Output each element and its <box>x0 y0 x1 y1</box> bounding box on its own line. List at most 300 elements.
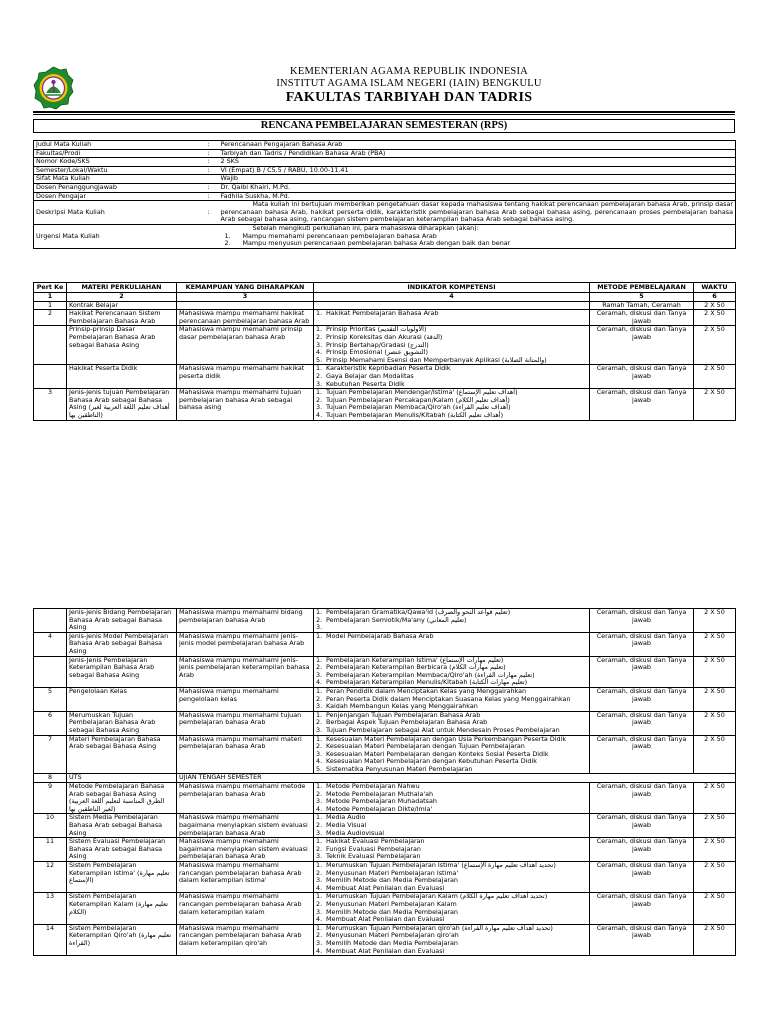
kemampuan-cell: Mahasiswa mampu memahami bagaimana menyiapkan sistem evaluasi pembelajaran bahasa Arab <box>177 814 314 838</box>
waktu-cell: 2 X 50 <box>694 609 736 633</box>
kemampuan-cell: Mahasiswa mampu memahami pengelolaan kelas <box>177 687 314 711</box>
pert-ke-cell: 10 <box>34 814 67 838</box>
indikator-text: Kesesuaian Materi Pembelajaran dengan Usia Perkembangan Peserta Didik <box>326 734 567 743</box>
info-row <box>34 141 736 150</box>
letterhead <box>33 66 735 114</box>
pert-ke-cell: 8 <box>34 774 67 783</box>
indikator-text: Teknik Evaluasi Pembelajaran <box>326 852 421 861</box>
info-colon <box>199 224 219 248</box>
indikator-number: 1. <box>316 734 323 743</box>
table-row <box>34 838 736 862</box>
indikator-text: Menyusunan Materi Pembelajaran Istima' <box>326 868 459 877</box>
table-header-row <box>34 283 736 293</box>
indikator-text: Metode Pembelajaran Muhadatsah <box>326 797 437 806</box>
kemampuan-cell: Mahasiswa mampu memahami jenis-jenis model pembelajaran bahasa Arab <box>177 632 314 656</box>
indikator-number: 2. <box>316 789 323 798</box>
kemampuan-cell: Mahasiswa mampu memahami metode pembelajaran bahasa Arab <box>177 783 314 814</box>
indikator-cell <box>314 838 590 862</box>
pert-ke-cell: 1 <box>34 301 67 310</box>
metode-cell: Ceramah, diskusi dan Tanya jawab <box>590 609 694 633</box>
pert-ke-cell: 5 <box>34 687 67 711</box>
materi-cell: Hakikat Perencanaan Sistem Pembelajaran Bahasa Arab <box>67 310 177 326</box>
kemampuan-cell: Mahasiswa mampu memahami rancangan pembelajaran bahasa Arab dalam keterampilan Istima' <box>177 862 314 893</box>
indikator-item <box>316 703 587 711</box>
pert-ke-cell <box>34 365 67 389</box>
indikator-number: 1. <box>316 325 323 334</box>
indikator-text: Memilih Metode dan Media Pembelajaran <box>326 876 458 885</box>
waktu-cell: 2 X 50 <box>694 893 736 924</box>
indikator-item <box>316 853 587 861</box>
pert-ke-cell: 14 <box>34 924 67 955</box>
indikator-item <box>316 412 587 420</box>
indikator-text: Tujuan Pembelajaran Mendengar/Istima' (أهداف تعليم الإستماع) <box>326 388 518 397</box>
metode-cell: Ceramah, diskusi dan Tanya jawab <box>590 632 694 656</box>
indikator-number: 2. <box>316 395 323 404</box>
metode-cell: Ceramah, diskusi dan Tanya jawab <box>590 838 694 862</box>
course-description: Mata kuliah ini bertujuan memberikan pengetahuan dasar kepada mahasiswa tentang hakikat perencanaan pembelajaran bahasa Arab, prinsip dasar perencanaan bahasa Arab, hakikat perserta didik, karakteristik pembelajaran bahasa Arab sebagai bahasa asing, perencanaan proses pembelajaran bahasa Arab sebagai bahasa asing, rancangan sistem pembelajaran keterampilan bahasa Arab sebagai bahasa asing. <box>220 200 733 224</box>
indikator-text: Model Pembelajarab Bahasa Arab <box>326 631 434 640</box>
indikator-number: 3. <box>316 828 323 837</box>
waktu-cell: 2 X 50 <box>694 862 736 893</box>
indikator-text: Menyusunan Materi Pembelajaran qiro'ah <box>326 931 459 940</box>
pert-ke-cell: 2 <box>34 310 67 326</box>
kemampuan-cell: Mahasiswa mampu memahami materi pembelajaran bahasa Arab <box>177 735 314 774</box>
materi-cell: Merumuskan Tujuan Pembelajaran Bahasa Arab sebagai Bahasa Asing <box>67 711 177 735</box>
table-row <box>34 924 736 955</box>
metode-cell: Ceramah, diskusi dan Tanya jawab <box>590 326 694 365</box>
info-row-deskripsi <box>34 201 736 225</box>
indikator-number: 1. <box>316 309 323 318</box>
info-colon: : <box>199 141 219 150</box>
indikator-number: 4. <box>316 348 323 357</box>
indikator-number: 1. <box>316 608 323 616</box>
indikator-cell <box>314 365 590 389</box>
info-row <box>34 158 736 167</box>
pert-ke-cell: 9 <box>34 783 67 814</box>
waktu-cell: 2 X 50 <box>694 326 736 365</box>
indikator-number: 3. <box>316 876 323 885</box>
indikator-number: 2. <box>316 742 323 751</box>
info-value: 2 SKS <box>219 158 736 167</box>
indikator-text: Prinsip Memahami Esensi dan Memperbanyak Aplikasi (والمتانة الصلابة) <box>326 355 547 364</box>
indikator-number: 3. <box>316 340 323 349</box>
info-value: Perencanaan Pengajaran Bahasa Arab <box>219 141 736 150</box>
info-row <box>34 175 736 184</box>
indikator-number: 2. <box>316 371 323 380</box>
indikator-item <box>316 381 587 389</box>
info-colon: : <box>199 149 219 158</box>
pert-ke-cell <box>34 326 67 365</box>
kemampuan-cell: Mahasiswa mampu memahami hakikat perencanaan pembelajaran bahasa Arab <box>177 310 314 326</box>
materi-cell: Sistem Evaluasi Pembelajaran Bahasa Arab sebagai Bahasa Asing <box>67 838 177 862</box>
pert-ke-cell: 13 <box>34 893 67 924</box>
indikator-text: Memilih Metode dan Media Pembelajaran <box>326 938 458 947</box>
ministry-name: KEMENTERIAN AGAMA REPUBLIK INDONESIA <box>290 66 528 77</box>
indikator-number: 2. <box>316 931 323 940</box>
info-value <box>219 224 736 248</box>
materi-cell: Sistem Pembelajaran Keterampilan Istima' (تعليم مهارة الإستماع) <box>67 862 177 893</box>
indikator-number: 2. <box>316 899 323 908</box>
materi-cell: UTS <box>67 774 177 783</box>
indikator-cell <box>314 632 590 656</box>
indikator-number: 1. <box>316 813 323 822</box>
indikator-text: Metode Pembelajaran Muthala'ah <box>326 789 434 798</box>
indikator-number: 5. <box>316 355 323 364</box>
indikator-number: 2. <box>316 821 323 830</box>
indikator-item <box>316 766 587 774</box>
indikator-number: 3. <box>316 670 323 679</box>
materi-cell: Prinsip-prinsip Dasar Pembelajaran Bahasa Arab sebagai Bahasa Asing <box>67 326 177 365</box>
indikator-text: Metode Pembelajaran Nahwu <box>326 782 420 791</box>
metode-cell: Ceramah, diskusi dan Tanya jawab <box>590 814 694 838</box>
header-rule-thin <box>33 114 735 115</box>
indikator-number: 4. <box>316 946 323 955</box>
table-row <box>34 814 736 838</box>
indikator-number: 3. <box>316 725 323 734</box>
info-colon: : <box>199 183 219 192</box>
waktu-cell: 2 X 50 <box>694 838 736 862</box>
indikator-item <box>316 727 587 735</box>
indikator-number: 3. <box>316 907 323 916</box>
info-label: Deskripsi Mata Kuliah <box>34 201 199 225</box>
indikator-text: Pembelajaran Keterampilan Berbicara (تعليم مهارات الكلام) <box>326 663 506 672</box>
info-row <box>34 149 736 158</box>
indikator-text: Prinsip Bertahap/Gradasi (التدرج) <box>326 340 429 349</box>
metode-cell: Ceramah, diskusi dan Tanya jawab <box>590 310 694 326</box>
col-number: 5 <box>590 292 694 301</box>
table-row <box>34 893 736 924</box>
indikator-number: 3. <box>316 749 323 758</box>
metode-cell: Ceramah, diskusi dan Tanya jawab <box>590 389 694 420</box>
kemampuan-cell: Mahasiswa mampu memahami prinsip dasar pembelajaran bahasa Arab <box>177 326 314 365</box>
indikator-cell <box>314 656 590 687</box>
indikator-text: Membuat Alat Penilaian dan Evaluasi <box>326 915 445 924</box>
indikator-cell <box>314 924 590 955</box>
waktu-cell: 2 X 50 <box>694 687 736 711</box>
indikator-cell <box>314 326 590 365</box>
indikator-text: Merumuskan Tujuan Pembelajaran qiro'ah (تحديد أهداف تعليم مهارة القراءة) <box>326 923 553 932</box>
indikator-cell <box>314 711 590 735</box>
kemampuan-cell: Mahasiswa mampu memahami hakikat peserta didik <box>177 365 314 389</box>
materi-cell: Pengelolaan Kelas <box>67 687 177 711</box>
materi-cell: Jenis-jenis Model Pembelajaran Bahasa Arab sebagai Bahasa Asing <box>67 632 177 656</box>
waktu-cell: 2 X 50 <box>694 656 736 687</box>
indikator-number: 3. <box>316 938 323 947</box>
indikator-number: 4. <box>316 678 323 687</box>
indikator-text: Membuat Alat Penilaian dan Evaluasi <box>326 883 445 892</box>
materi-cell: Jenis-jenis Bidang Pembelajaran Bahasa Arab sebagai Bahasa Asing <box>67 609 177 633</box>
indikator-item <box>316 948 587 956</box>
indikator-text: Kesesuaian Materi Pembelajaran dengan Kebutuhan Peserta Didik <box>326 757 537 766</box>
indikator-number: 2. <box>316 868 323 877</box>
table-row <box>34 711 736 735</box>
indikator-item <box>316 830 587 838</box>
indikator-text: Prinsip Prioritas (الأولويات التقديم) <box>326 325 427 334</box>
pert-ke-cell: 7 <box>34 735 67 774</box>
indikator-number: 1. <box>316 861 323 869</box>
table-row <box>34 687 736 711</box>
table-row <box>34 326 736 365</box>
kemampuan-cell: Mahasiswa mampu memahami rancangan pembelajaran bahasa Arab dalam keterampilan kalam <box>177 893 314 924</box>
indikator-text: Memilih Metode dan Media Pembelajaran <box>326 907 458 916</box>
waktu-cell: 2 X 50 <box>694 310 736 326</box>
pert-ke-cell: 4 <box>34 632 67 656</box>
indikator-number: 5. <box>316 764 323 773</box>
indikator-item <box>316 617 587 625</box>
indikator-number: 3. <box>316 623 323 632</box>
indikator-item <box>316 624 587 632</box>
indikator-item <box>316 806 587 814</box>
info-row <box>34 183 736 192</box>
pert-ke-cell: 12 <box>34 862 67 893</box>
metode-cell: Ceramah, diskusi dan Tanya jawab <box>590 656 694 687</box>
pert-ke-cell: 3 <box>34 389 67 420</box>
waktu-cell: 2 X 50 <box>694 632 736 656</box>
indikator-item <box>316 916 587 924</box>
waktu-cell: 2 X 50 <box>694 365 736 389</box>
kemampuan-cell: Mahasiswa mampu memahami bagaimana menyiapkan sistem evaluasi pembelajaran bahasa Arab <box>177 838 314 862</box>
waktu-cell: 2 X 50 <box>694 711 736 735</box>
indikator-number: 2. <box>316 718 323 727</box>
indikator-number: 3. <box>316 403 323 412</box>
waktu-cell: 2 X 50 <box>694 301 736 310</box>
materi-cell: Jenis-Jenis Pembelajaran Keterampilan Bahasa Arab sebagai Bahasa Asing <box>67 656 177 687</box>
table-row <box>34 609 736 633</box>
iain-logo-icon <box>33 66 74 110</box>
indikator-text: Pembelajaran Keterampilan Membaca/Qiro'ah (تعليم مهارات القراءة) <box>326 670 535 679</box>
indikator-number: 2. <box>316 844 323 853</box>
info-label: Dosen Pengajar <box>34 192 199 201</box>
indikator-number: 3. <box>316 379 323 388</box>
indikator-text: Tujuan Pembelajaran Membaca/Qiro'ah (أهداف تعليم القراءة) <box>326 403 511 412</box>
letterhead-text <box>83 66 735 106</box>
waktu-cell: 2 X 50 <box>694 814 736 838</box>
table-row <box>34 310 736 326</box>
table-row <box>34 656 736 687</box>
info-label: Fakultas/Prodi <box>34 149 199 158</box>
indikator-text: Tujuan Pembelajaran sebagai Alat untuk Mendesain Proses Pembelajaran <box>326 725 560 734</box>
indikator-item <box>316 357 587 365</box>
indikator-number: 4. <box>316 410 323 419</box>
institute-name: INSTITUT AGAMA ISLAM NEGERI (IAIN) BENGKULU <box>276 78 542 89</box>
info-row <box>34 166 736 175</box>
urgensi-intro: Setelah mengikuti perkuliahan ini, para mahasiswa diharapkan (akan): <box>252 223 479 232</box>
indikator-cell <box>314 310 590 326</box>
indikator-text: Hakikat Pembelajaran Bahasa Arab <box>326 309 439 318</box>
info-value: Dr. Qaibi Khairi, M.Pd. <box>219 183 736 192</box>
indikator-number: 1. <box>316 923 323 932</box>
table-row <box>34 735 736 774</box>
column-number-row <box>34 292 736 301</box>
indikator-cell <box>314 735 590 774</box>
waktu-cell: 2 X 50 <box>694 389 736 420</box>
indikator-number: 1. <box>316 892 323 901</box>
info-colon: : <box>199 158 219 167</box>
indikator-text: Sistematika Penyusunan Materi Pembelajaran <box>326 764 473 773</box>
header-indikator: INDIKATOR KOMPETENSI <box>314 283 590 293</box>
info-value: Wajib <box>219 175 736 184</box>
header-pert-ke: Pert Ke <box>34 283 67 293</box>
indikator-number: 2. <box>316 615 323 624</box>
metode-cell: Ceramah, diskusi dan Tanya jawab <box>590 924 694 955</box>
indikator-number: 2. <box>316 663 323 672</box>
indikator-text: Peran Pendidik dalam Menciptakan Kelas yang Menggairahkan <box>326 686 527 695</box>
info-row-urgensi <box>34 224 736 248</box>
info-label: Judul Mata Kuliah <box>34 141 199 150</box>
indikator-text: Berbagai Aspek Tujuan Pembelajaran Bahasa Arab <box>326 718 488 727</box>
col-number: 2 <box>67 292 177 301</box>
metode-cell: Ceramah, diskusi dan Tanya jawab <box>590 735 694 774</box>
table-row <box>34 783 736 814</box>
indikator-number: 4. <box>316 757 323 766</box>
materi-cell: Sistem Pembelajaran Keterampilan Qiro'ah (تعليم مهارة القراءة) <box>67 924 177 955</box>
indikator-text: Kebutuhan Peserta Didik <box>326 379 405 388</box>
indikator-cell <box>314 783 590 814</box>
info-value: Fadhila Suskha, M.Pd. <box>219 192 736 201</box>
header-metode: METODE PEMBELAJARAN <box>590 283 694 293</box>
indikator-text: Pembelajaran Keterampilan Istima' (تعليم مهارات الإستماع) <box>326 655 504 664</box>
kemampuan-cell: UJIAN TENGAH SEMESTER <box>177 774 736 783</box>
header-materi: MATERI PERKULIAHAN <box>67 283 177 293</box>
indikator-text: Prinsip Emosional (التشويق عنصر) <box>326 348 428 357</box>
document-title: RENCANA PEMBELAJARAN SEMESTERAN (RPS) <box>33 119 735 133</box>
indikator-number: 1. <box>316 710 323 719</box>
info-label: Dosen Penanggungjawab <box>34 183 199 192</box>
indikator-cell <box>314 814 590 838</box>
indikator-item <box>316 633 587 641</box>
metode-cell: Ceramah, diskusi dan Tanya jawab <box>590 711 694 735</box>
waktu-cell: 2 X 50 <box>694 783 736 814</box>
waktu-cell: 2 X 50 <box>694 924 736 955</box>
urgensi-item-number: 1. <box>224 231 231 240</box>
indikator-text: Prinsip Koreksitas dan Akurasi (الدقة) <box>326 332 443 341</box>
indikator-number: 3. <box>316 852 323 861</box>
indikator-text: Pembelajaran Semiotik/Ma'any (تعليم المعاني) <box>326 615 467 624</box>
indikator-number: 4. <box>316 883 323 892</box>
pert-ke-cell <box>34 656 67 687</box>
indikator-cell <box>314 609 590 633</box>
indikator-text: Kesesuaian Materi Pembelajaran dengan Konteks Sosial Peserta Didik <box>326 749 549 758</box>
faculty-name: FAKULTAS TARBIYAH DAN TADRIS <box>285 90 533 105</box>
course-info-table <box>33 140 736 249</box>
metode-cell: Ramah Tamah, Ceramah <box>590 301 694 310</box>
indikator-text: Membuat Alat Penilaian dan Evaluasi <box>326 946 445 955</box>
kemampuan-cell: Mahasiswa mampu memahami jenis-jenis pembelajaran keterampilan bahasa Arab <box>177 656 314 687</box>
info-label: Urgensi Mata Kuliah <box>34 224 199 248</box>
indikator-text: Tujuan Pembelajaran Menulis/Kitabah (أهداف تعليم الكتابة) <box>326 410 504 419</box>
waktu-cell: 2 X 50 <box>694 735 736 774</box>
indikator-text: Penjenjangan Tujuan Pembelajaran Bahasa Arab <box>326 710 481 719</box>
pert-ke-cell: 6 <box>34 711 67 735</box>
header-waktu: WAKTU <box>694 283 736 293</box>
urgensi-item <box>221 240 734 248</box>
indikator-text: Kaidah Membangun Kelas yang Menggairahkan <box>326 702 478 711</box>
table-row <box>34 862 736 893</box>
indikator-number: 3. <box>316 702 323 711</box>
pert-ke-cell <box>34 609 67 633</box>
indikator-number: 3. <box>316 797 323 806</box>
indikator-item <box>316 679 587 687</box>
table-row <box>34 365 736 389</box>
info-colon: : <box>199 192 219 201</box>
indikator-text: Merumuskan Tujuan Pembelajaran Istima' (تحديد أهداف تعليم مهارة الإستماع) <box>326 861 556 869</box>
col-number: 3 <box>177 292 314 301</box>
info-value: Tarbiyah dan Tadris / Pendidikan Bahasa Arab (PBA) <box>219 149 736 158</box>
indikator-text: Fungsi Evaluasi Pembelajaran <box>326 844 421 853</box>
kemampuan-cell: Mahasiswa mampu memahami tujuan pembelajaran bahasa Arab <box>177 711 314 735</box>
metode-cell: Ceramah, diskusi dan Tanya jawab <box>590 365 694 389</box>
col-number: 6 <box>694 292 736 301</box>
pert-ke-cell: 11 <box>34 838 67 862</box>
col-number: 4 <box>314 292 590 301</box>
table-row <box>34 389 736 420</box>
indikator-text: Metode Pembelajaran Dikte/Imla' <box>326 804 433 813</box>
materi-cell: Hakikat Peserta Didik <box>67 365 177 389</box>
info-value <box>219 201 736 225</box>
indikator-number: 2. <box>316 694 323 703</box>
indikator-text: Menyusunan Materi Pembelajaran Kalam <box>326 899 457 908</box>
indikator-number: 1. <box>316 655 323 664</box>
indikator-text: Peran Peserta Didik dalam Menciptakan Suasana Kelas yang Menggairahkan <box>326 694 571 703</box>
indikator-number: 1. <box>316 631 323 640</box>
indikator-number: 1. <box>316 837 323 846</box>
materi-cell: Jenis-jenis tujuan Pembelajaran Bahasa Arab sebagai Bahasa Asing (أهداف تعليم اللغة العربية لغير الناطقين بها) <box>67 389 177 420</box>
kemampuan-cell: Mahasiswa mampu memahami rancangan pembelajaran bahasa Arab dalam keterampilan qiro'ah <box>177 924 314 955</box>
table-row <box>34 632 736 656</box>
indikator-text: Media Audio <box>326 813 366 822</box>
indikator-text: Media Visual <box>326 821 367 830</box>
kemampuan-cell: Mahasiswa mampu memahami bidang pembelajaran bahasa Arab <box>177 609 314 633</box>
indikator-text: Merumuskan Tujuan Pembelajaran Kalam (تحديد أهداف تعليم مهارة الكلام) <box>326 892 548 901</box>
materi-cell: Materi Pembelajaran Bahasa Arab sebagai Bahasa Asing <box>67 735 177 774</box>
indikator-text: Karakteristik Kepribadian Peserta Didik <box>326 364 451 373</box>
info-label: Semester/Lokal/Waktu <box>34 166 199 175</box>
indikator-number: 1. <box>316 388 323 397</box>
indikator-number: 1. <box>316 364 323 373</box>
indikator-text: Pembelajaran Gramatika/Qawa'id (تعليم قواعد النحو والصرف) <box>326 608 511 616</box>
metode-cell: Ceramah, diskusi dan Tanya jawab <box>590 687 694 711</box>
urgensi-item-text: Mampu menyusun perencanaan pembelajaran bahasa Arab dengan baik dan benar <box>242 239 511 248</box>
kemampuan-cell: Mahasiswa mampu memahami tujuan pembelajaran bahasa Arab sebagai bahasa asing <box>177 389 314 420</box>
indikator-text: Media Audiovisual <box>326 828 385 837</box>
indikator-cell <box>314 389 590 420</box>
urgensi-item-number: 2. <box>224 239 231 248</box>
col-number: 1 <box>34 292 67 301</box>
materi-cell: Sistem Media Pembelajaran Bahasa Arab sebagai Bahasa Asing <box>67 814 177 838</box>
rps-table-page1 <box>33 282 736 421</box>
indikator-text: Kesesuaian Materi Pembelajaran dengan Tujuan Pembelajaran <box>326 742 525 751</box>
indikator-number: 1. <box>316 782 323 791</box>
header-kemampuan: KEMAMPUAN YANG DIHARAPKAN <box>177 283 314 293</box>
rps-table-page2 <box>33 608 736 956</box>
info-colon: : <box>199 166 219 175</box>
indikator-number: 4. <box>316 915 323 924</box>
metode-cell: Ceramah, diskusi dan Tanya jawab <box>590 783 694 814</box>
metode-cell: Ceramah, diskusi dan Tanya jawab <box>590 893 694 924</box>
indikator-number: 4. <box>316 804 323 813</box>
indikator-cell <box>314 893 590 924</box>
indikator-number: 1. <box>316 686 323 695</box>
urgensi-item-text: Mampu memahami perencanaan pembelajaran bahasa Arab <box>242 231 437 240</box>
indikator-cell <box>314 687 590 711</box>
indikator-number: 2. <box>316 332 323 341</box>
info-label: Nomor Kode/SKS <box>34 158 199 167</box>
indikator-text: Tujuan Pembelajaran Percakapan/Kalam (أهداف تعليم الكلام) <box>326 395 510 404</box>
materi-cell: Kontrak Belajar <box>67 301 177 310</box>
indikator-cell <box>314 862 590 893</box>
info-label: Sifat Mata Kuliah <box>34 175 199 184</box>
indikator-item <box>316 310 587 318</box>
